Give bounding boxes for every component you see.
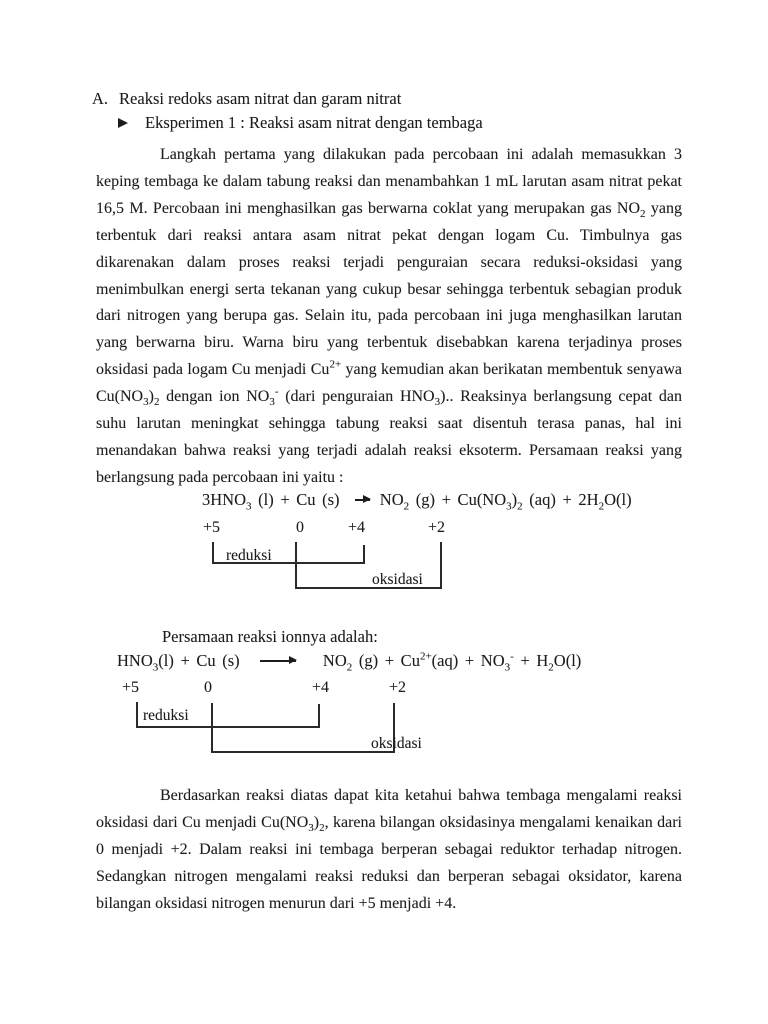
oxidation-number: +2 <box>389 679 407 696</box>
section-label: A. <box>92 89 109 108</box>
section-title: Reaksi redoks asam nitrat dan garam nitrat <box>119 89 402 108</box>
long-reaction-arrow-icon <box>260 660 296 662</box>
section-heading <box>92 89 401 108</box>
reduction-bracket-stroke <box>212 542 214 564</box>
ionic-equation-heading: Persamaan reaksi ionnya adalah: <box>162 627 378 646</box>
oxidation-label: oksidasi <box>371 735 422 752</box>
oxidation-number: +4 <box>312 679 330 696</box>
reduction-bracket-stroke <box>363 545 365 564</box>
ionic-equation-products: $NO_2$ $(g) + Cu^{2+}(aq) + NO_3^- + H_2O(l)$ <box>322 650 582 674</box>
oxidation-bracket-stroke <box>211 751 395 753</box>
molecular-equation-products: $NO_2$ $(g) + Cu(NO_3)_2$ $(aq) + 2H_2O(l)$ <box>379 490 632 513</box>
experiment-bullet-row <box>118 113 483 132</box>
oxidation-bracket-stroke <box>440 542 442 589</box>
experiment-heading: Eksperimen 1 : Reaksi asam nitrat dengan tembaga <box>145 113 483 132</box>
reaction-arrow-icon <box>355 499 370 501</box>
oxidation-bracket-stroke <box>211 703 213 753</box>
reduction-label: reduksi <box>143 707 189 724</box>
body-paragraph-1: Langkah pertama yang dilakukan pada percobaan ini adalah memasukkan 3 keping tembaga ke dalam tabung reaksi dan menambahkan 1 mL larutan asam nitrat pekat 16,5 M. Percobaan ini menghasilkan gas berwarna coklat yang merupakan gas $NO_2$ yang terbentuk dari reaksi antara asam nitrat pekat dengan logam Cu. Timbulnya gas dikarenakan dalam proses reaksi terjadi penguraian secara reduksi-oksidasi yang menimbulkan energi serta tekanan yang cukup besar sehingga terbentuk sebagian produk dari nitrogen yang berupa gas. Selain itu, pada percobaan ini juga menghasilkan larutan yang berwarna biru. Warna biru yang terbentuk disebabkan karena terjadinya proses oksidasi pada logam Cu menjadi $Cu^{2+}$ yang kemudian akan berikatan membentuk senyawa $Cu(NO_3)_2$ dengan ion $NO_3^-$ (dari penguraian $HNO_3$).. Reaksinya berlangsung cepat dan suhu larutan meningkat sehingga tabung reaksi saat disentuh terasa panas, hal ini menandakan bahwa reaksi yang terjadi adalah reaksi eksoterm. Persamaan reaksi yang berlangsung pada percobaan ini yaitu : <box>96 146 682 486</box>
reduction-label: reduksi <box>226 547 272 564</box>
molecular-equation <box>202 490 632 513</box>
oxidation-number: +5 <box>122 679 140 696</box>
oxidation-number: +4 <box>348 519 366 536</box>
oxidation-label: oksidasi <box>372 571 423 588</box>
oxidation-number: +5 <box>203 519 221 536</box>
oxidation-number: 0 <box>296 519 304 536</box>
ionic-equation-reactants: $HNO_3(l) + Cu$ (s) <box>117 651 240 674</box>
molecular-equation-reactants: $3HNO_3$ (l) + Cu (s) <box>202 490 340 513</box>
oxidation-number: +2 <box>428 519 446 536</box>
reduction-bracket-stroke <box>318 704 320 728</box>
oxidation-bracket-stroke <box>295 542 297 589</box>
oxidation-number: 0 <box>204 679 212 696</box>
reduction-bracket-stroke <box>136 726 320 728</box>
reduction-bracket-stroke <box>136 702 138 728</box>
ionic-equation <box>117 650 582 674</box>
body-paragraph-2: Berdasarkan reaksi diatas dapat kita ketahui bahwa tembaga mengalami reaksi oksidasi dari Cu menjadi $Cu(NO_3)_2$, karena bilangan oksidasinya mengalami kenaikan dari 0 menjadi +2. Dalam reaksi ini tembaga berperan sebagai reduktor terhadap nitrogen. Sedangkan nitrogen mengalami reaksi reduksi dan berperan sebagai oksidator, karena bilangan oksidasi nitrogen menurun dari +5 menjadi +4. <box>96 787 683 912</box>
arrowhead-bullet-icon <box>118 118 128 128</box>
